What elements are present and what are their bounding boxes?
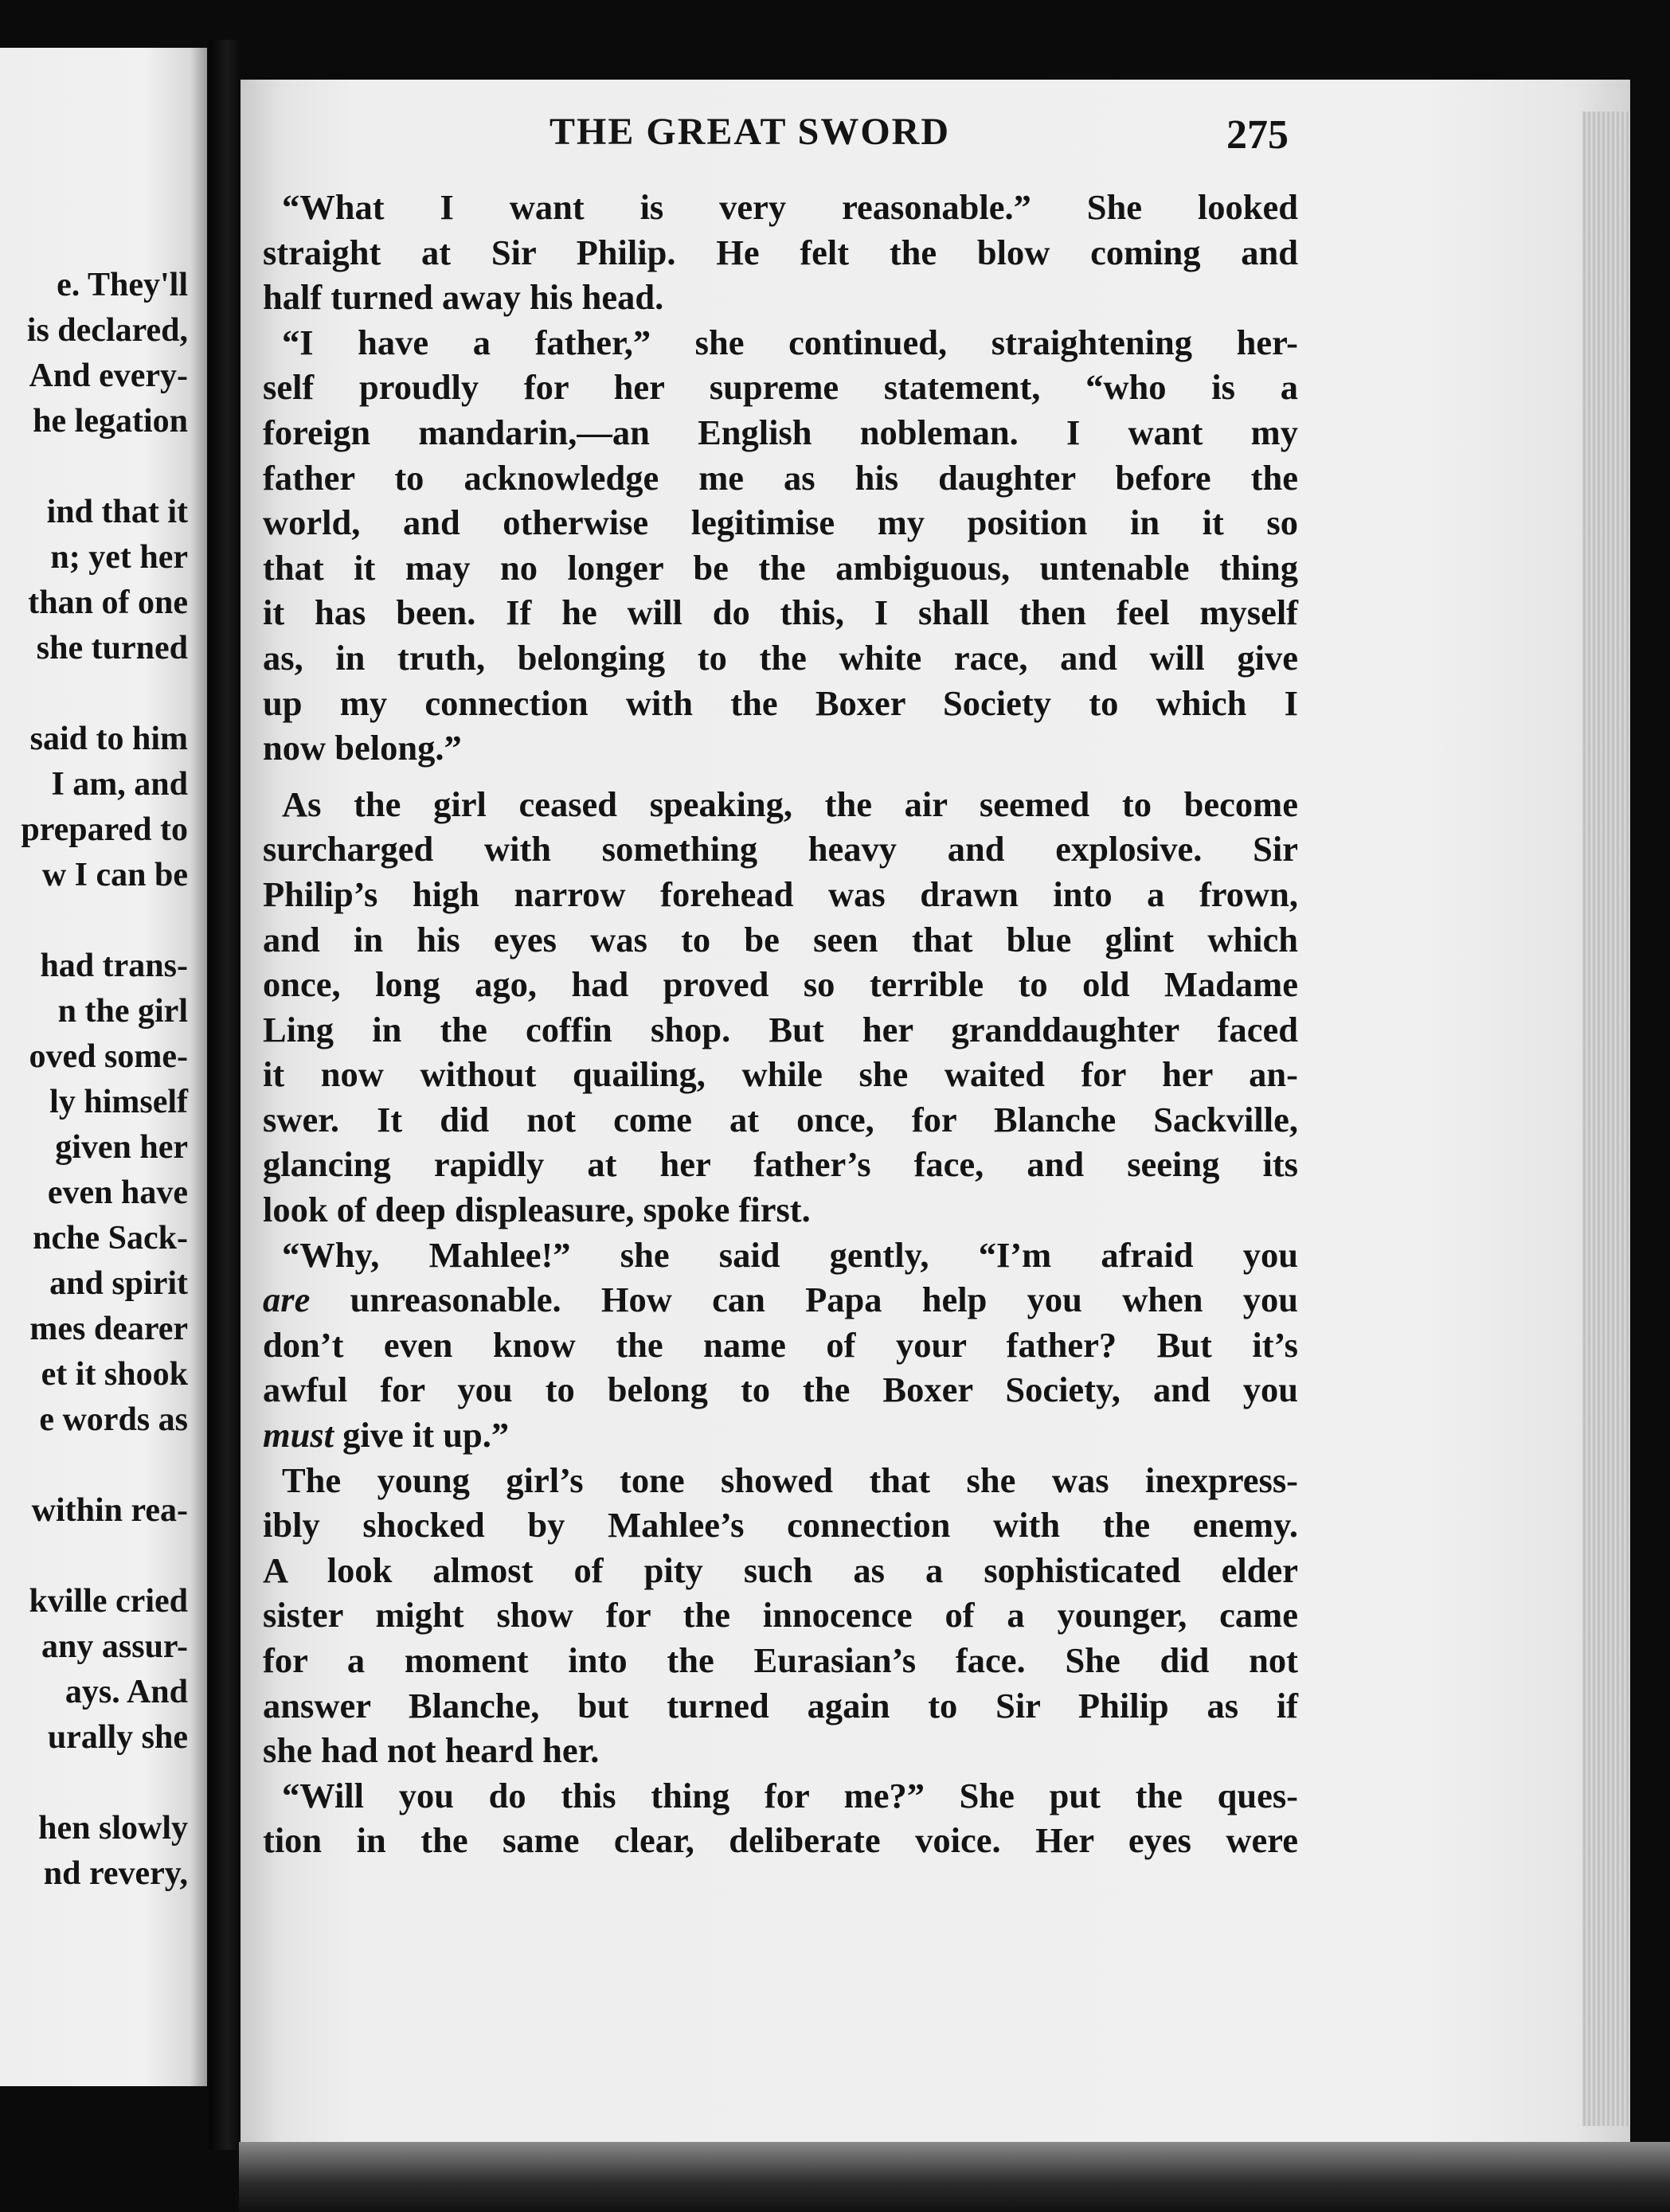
left-page-line: even have	[47, 1174, 188, 1211]
left-page-line: nche Sack-	[33, 1220, 188, 1256]
left-page-line: nd revery,	[43, 1855, 188, 1892]
left-page-line: ays. And	[65, 1674, 188, 1710]
left-page-line: n; yet her	[50, 539, 188, 576]
text-line: tion in the same clear, deliberate voice. Her eyes were	[263, 1820, 1298, 1861]
text-line: half turned away his head.	[263, 277, 664, 318]
page-edge	[1582, 111, 1630, 2126]
left-page-line: said to him	[29, 721, 188, 757]
text-line: it has been. If he will do this, I shall then feel myself	[263, 592, 1298, 633]
running-head: THE GREAT SWORD	[549, 111, 950, 153]
left-page-line: e. They'll	[57, 267, 188, 303]
text-line: look of deep displeasure, spoke first.	[263, 1190, 811, 1230]
text-line: father to acknowledge me as his daughter before the	[263, 457, 1298, 498]
left-page-line: ind that it	[46, 494, 188, 530]
text-line: straight at Sir Philip. He felt the blow coming and	[263, 232, 1298, 272]
left-page-line: n the girl	[57, 993, 188, 1030]
text-line: “What I want is very reasonable.” She looked	[282, 187, 1298, 227]
text-line: Ling in the coffin shop. But her granddaughter faced	[263, 1009, 1298, 1049]
text-line: answer Blanche, but turned again to Sir Philip as if	[263, 1685, 1298, 1725]
text-line: ibly shocked by Mahlee’s connection with the enemy.	[263, 1505, 1298, 1546]
left-page-line: hen slowly	[38, 1810, 188, 1847]
text-line: As the girl ceased speaking, the air seemed to become	[282, 784, 1298, 824]
left-page-line: than of one	[28, 584, 188, 621]
text-span: unreasonable. How can Papa help you when you	[310, 1280, 1298, 1320]
text-line: once, long ago, had proved so terrible to old Madame	[263, 964, 1298, 1005]
text-line: awful for you to belong to the Boxer Society, and you	[263, 1370, 1298, 1410]
left-page-line: kville cried	[29, 1583, 188, 1620]
text-line: and in his eyes was to be seen that blue glint which	[263, 919, 1298, 959]
text-line	[263, 1413, 1298, 1458]
left-page-line: she turned	[36, 630, 188, 666]
text-line: swer. It did not come at once, for Blanche Sackville,	[263, 1099, 1298, 1139]
italic-word: must	[263, 1415, 334, 1456]
text-line: it now without quailing, while she waited for her an-	[263, 1054, 1298, 1095]
text-line: don’t even know the name of your father? But it’s	[263, 1324, 1298, 1365]
text-line: world, and otherwise legitimise my position in it so	[263, 502, 1298, 543]
text-line: “Will you do this thing for me?” She put the ques-	[282, 1775, 1298, 1815]
left-page-line	[0, 444, 188, 490]
left-page-line: oved some-	[29, 1038, 188, 1075]
text-line: foreign mandarin,—an English nobleman. I want my	[263, 412, 1298, 452]
left-page-line: within rea-	[31, 1492, 188, 1529]
left-page-line	[0, 1761, 188, 1806]
text-line	[263, 1277, 1298, 1323]
left-page-line: any assur-	[41, 1628, 188, 1665]
left-page-line: prepared to	[21, 811, 188, 848]
paragraph-gap	[263, 771, 1298, 782]
left-page-line: had trans-	[40, 948, 188, 984]
left-facing-page	[0, 48, 207, 2086]
left-page-line: And every-	[29, 358, 188, 394]
text-line: she had not heard her.	[263, 1730, 600, 1771]
text-line: now belong.”	[263, 728, 462, 768]
text-span: give it up.”	[334, 1415, 510, 1456]
left-page-line: et it shook	[41, 1356, 188, 1393]
left-page-line: urally she	[47, 1719, 188, 1756]
body-text	[263, 185, 1298, 1863]
text-line: “I have a father,” she continued, straightening her-	[282, 322, 1298, 362]
text-line: The young girl’s tone showed that she was inexpress-	[282, 1460, 1298, 1500]
left-page-line: given her	[55, 1129, 188, 1166]
left-page-line: is declared,	[26, 312, 188, 349]
text-line: sister might show for the innocence of a younger, came	[263, 1595, 1298, 1636]
bottom-shadow	[239, 2142, 1670, 2212]
text-line: A look almost of pity such as a sophisticated elder	[263, 1550, 1298, 1590]
left-page-line	[0, 1443, 188, 1488]
page-number: 275	[1226, 112, 1289, 158]
text-line: as, in truth, belonging to the white race, and will give	[263, 637, 1298, 678]
left-page-line	[0, 1534, 188, 1579]
text-line: for a moment into the Eurasian’s face. She did not	[263, 1640, 1298, 1680]
book-gutter	[209, 40, 241, 2150]
text-line: “Why, Mahlee!” she said gently, “I’m afraid you	[282, 1234, 1298, 1275]
left-page-line	[0, 898, 188, 944]
text-line: up my connection with the Boxer Society to which I	[263, 682, 1298, 723]
text-line: surcharged with something heavy and explosive. Sir	[263, 829, 1298, 870]
left-page-line: he legation	[33, 403, 188, 440]
left-page-text	[0, 263, 188, 1897]
text-line: self proudly for her supreme statement, “who is a	[263, 367, 1298, 408]
left-page-line: and spirit	[49, 1265, 188, 1302]
left-page-line	[0, 671, 188, 717]
left-page-line: w I can be	[41, 857, 188, 893]
left-page-line: e words as	[39, 1401, 188, 1438]
left-page-line: ly himself	[49, 1084, 188, 1120]
italic-word: are	[263, 1280, 311, 1320]
text-line: that it may no longer be the ambiguous, untenable thing	[263, 547, 1298, 588]
text-line: glancing rapidly at her father’s face, and seeing its	[263, 1144, 1298, 1185]
text-line: Philip’s high narrow forehead was drawn into a frown,	[263, 873, 1298, 914]
left-page-line: mes dearer	[29, 1311, 188, 1347]
left-page-line: I am, and	[51, 766, 188, 803]
